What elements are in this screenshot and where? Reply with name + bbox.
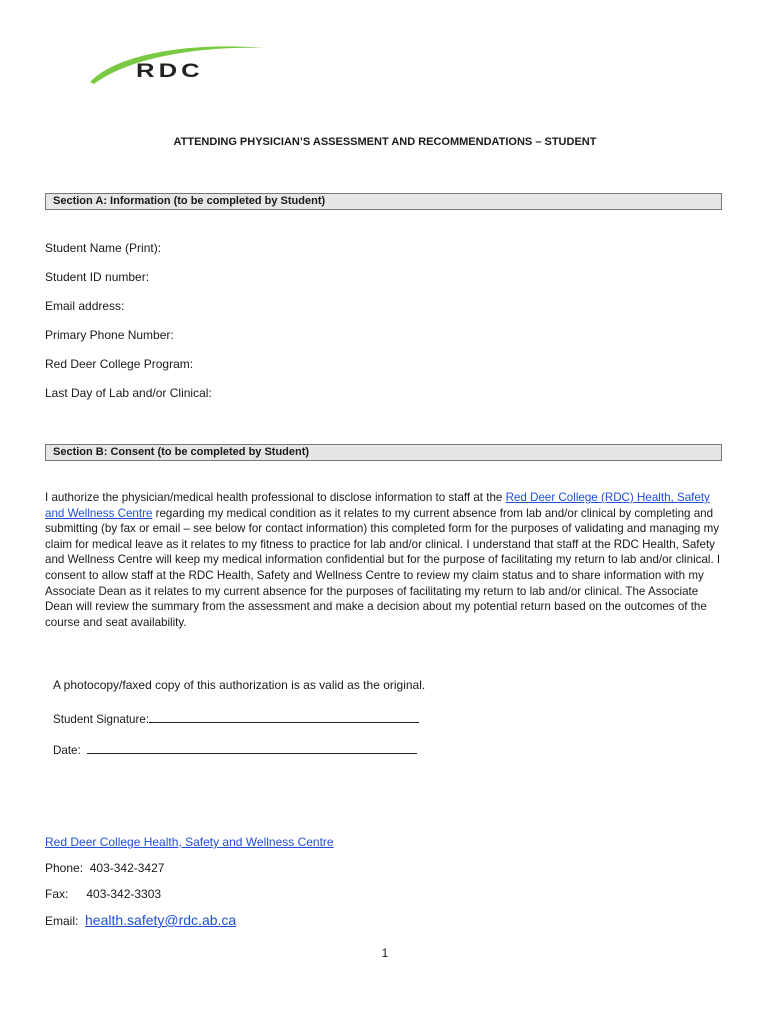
fax-value: 403-342-3303: [86, 887, 162, 901]
phone-value: 403-342-3427: [89, 861, 165, 875]
email-label: Email:: [45, 914, 79, 928]
signature-line[interactable]: [149, 710, 419, 723]
field-primary-phone[interactable]: Primary Phone Number:: [45, 328, 174, 342]
signature-row: [53, 710, 419, 726]
section-a-heading: Section A: Information (to be completed by Student): [45, 193, 722, 210]
contact-email: [45, 912, 236, 928]
photocopy-note: A photocopy/faxed copy of this authorization is as valid as the original.: [53, 678, 426, 692]
phone-label: Phone:: [45, 861, 84, 875]
field-program[interactable]: Red Deer College Program:: [45, 357, 194, 371]
contact-phone: [45, 861, 164, 875]
signature-label: Student Signature:: [53, 713, 150, 726]
page-title: ATTENDING PHYSICIAN’S ASSESSMENT AND RECOMMENDATIONS – STUDENT: [173, 136, 597, 148]
fax-label: Fax:: [45, 887, 69, 901]
email-link[interactable]: health.safety@rdc.ab.ca: [85, 912, 237, 928]
contact-centre: [45, 835, 334, 849]
consent-intro: I authorize the physician/medical health professional to disclose information to staff at the: [45, 491, 506, 504]
rdc-logo-text: RDC: [136, 61, 204, 82]
rdc-centre-link[interactable]: Red Deer College (RDC) Health, Safety and Wellness Centre: [45, 491, 710, 520]
date-line[interactable]: [87, 741, 417, 754]
field-student-name[interactable]: Student Name (Print):: [45, 241, 162, 255]
consent-body: regarding my medical condition as it relates to my current absence from lab and/or clinical by completing and submitting (by fax or email – see below for contact information) this completed form for the purposes of validating and managing my claim for medical leave as it relates to my fitness to practice for lab and/or clinical. I understand that staff at the RDC Health, Safety and Wellness Centre will keep my medical information confidential but for the purpose of facilitating my return to lab and/or clinical. I consent to allow staff at the RDC Health, Safety and Wellness Centre to review my claim status and to share information with my Associate Dean as it relates to my current absence for the purposes of facilitating my return to lab and/or clinical. The Associate Dean will review the summary from the assessment and make a decision about my potential return based on the outcomes of the course and seat availability.: [45, 506, 721, 629]
section-b-heading: Section B: Consent (to be completed by Student): [45, 444, 722, 461]
date-row: [53, 741, 417, 757]
field-student-id[interactable]: Student ID number:: [45, 270, 150, 284]
page-number: 1: [381, 946, 389, 960]
contact-fax: [45, 887, 161, 901]
field-email-address[interactable]: Email address:: [45, 299, 125, 313]
consent-paragraph: [45, 490, 727, 630]
centre-link[interactable]: Red Deer College Health, Safety and Wellness Centre: [45, 835, 334, 849]
date-label: Date:: [53, 744, 81, 757]
field-last-day[interactable]: Last Day of Lab and/or Clinical:: [45, 386, 212, 400]
